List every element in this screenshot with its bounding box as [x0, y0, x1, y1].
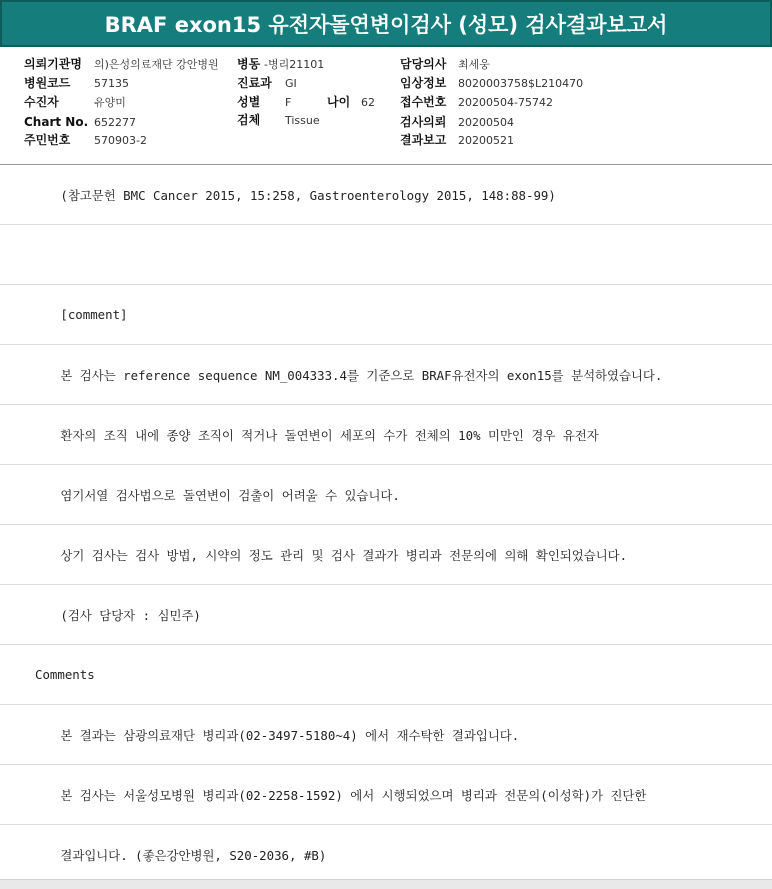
info-label: 담당의사 — [400, 57, 447, 71]
info-row-physician — [400, 55, 700, 74]
info-row-sex-age — [237, 93, 387, 112]
report-body — [0, 165, 772, 883]
info-label: 진료과 — [237, 76, 272, 90]
info-value: 20200521 — [458, 134, 514, 147]
report-line — [0, 285, 772, 345]
report-line-text: 본 검사는 서울성모병원 병리과(02-2258-1592) 에서 시행되었으며 병리과 전문의(이성학)가 진단한 — [38, 787, 647, 803]
report-line-text: 상기 검사는 검사 방법, 시약의 정도 관리 및 검사 결과가 병리과 전문의에 의해 확인되었습니다. — [38, 547, 628, 563]
info-label: 병동 — [237, 57, 261, 71]
info-label: 결과보고 — [400, 133, 447, 147]
report-line-text: 본 검사는 reference sequence NM_004333.4를 기준으로 BRAF유전자의 exon15를 분석하였습니다. — [38, 367, 663, 383]
report-title: BRAF exon15 유전자돌연변이검사 (성모) 검사결과보고서 — [104, 12, 668, 37]
bottom-scroll-strip — [0, 879, 772, 889]
info-label: 주민번호 — [24, 133, 71, 147]
info-value: 20200504-75742 — [458, 96, 553, 109]
info-label: 성별 — [237, 95, 261, 109]
info-value: 최세웅 — [458, 58, 490, 71]
report-line — [0, 465, 772, 525]
report-line-text: [comment] — [38, 307, 128, 322]
info-value: 의)은성의료재단 강안병원 — [94, 58, 219, 71]
report-line — [0, 765, 772, 825]
info-row-patient — [24, 93, 224, 112]
info-label: 접수번호 — [400, 95, 447, 109]
info-row-report-date — [400, 131, 700, 150]
report-line — [0, 705, 772, 765]
info-row-accession-no — [400, 93, 700, 112]
info-value: 57135 — [94, 77, 129, 90]
report-line-text: (검사 담당자 : 심민주) — [38, 607, 201, 623]
info-row-dept — [237, 74, 387, 93]
info-row-ward — [237, 55, 387, 74]
report-line-text: 환자의 조직 내에 종양 조직이 적거나 돌연변이 세포의 수가 전체의 10% 미만인 경우 유전자 — [38, 427, 599, 443]
info-value: 8020003758$L210470 — [458, 77, 584, 90]
report-line-text: (참고문헌 BMC Cancer 2015, 15:258, Gastroenterology 2015, 148:88-99) — [38, 187, 556, 203]
info-value: GI — [285, 77, 297, 90]
info-row-hospital-code — [24, 74, 224, 93]
info-row-resident-no — [24, 131, 224, 150]
info-value: -병리21101 — [264, 58, 325, 71]
info-value: Tissue — [285, 114, 320, 127]
info-label: Chart No. — [24, 115, 89, 129]
info-value: 652277 — [94, 116, 136, 129]
info-value: F — [285, 96, 292, 109]
info-label: 임상정보 — [400, 76, 447, 90]
info-row-request-date — [400, 113, 700, 132]
report-line — [0, 525, 772, 585]
report-line — [0, 225, 772, 285]
info-label: 수진자 — [24, 95, 59, 109]
report-title-bar — [0, 0, 772, 47]
info-label: 검사의뢰 — [400, 115, 447, 129]
info-label: 병원코드 — [24, 76, 71, 90]
report-line-text: Comments — [35, 667, 95, 682]
report-line-text: 결과입니다. (좋은강안병원, S20-2036, #B) — [38, 848, 327, 863]
info-value: 유양미 — [94, 96, 126, 109]
info-row-chart-no — [24, 113, 224, 132]
report-line — [0, 585, 772, 645]
info-row-specimen — [237, 111, 387, 130]
info-value: 570903-2 — [94, 134, 147, 147]
info-label: 검체 — [237, 113, 261, 127]
report-line-comments-heading — [0, 645, 772, 705]
report-line — [0, 825, 772, 885]
info-value: 62 — [361, 96, 375, 109]
report-line-text: 염기서열 검사법으로 돌연변이 검출이 어려울 수 있습니다. — [38, 487, 400, 503]
report-line — [0, 345, 772, 405]
info-label: 나이 — [327, 95, 351, 109]
info-value: 20200504 — [458, 116, 514, 129]
info-label: 의뢰기관명 — [24, 57, 82, 71]
report-line — [0, 165, 772, 225]
patient-info-panel — [0, 47, 772, 165]
report-line — [0, 405, 772, 465]
report-line-text: 본 결과는 삼광의료재단 병리과(02-3497-5180~4) 에서 재수탁한 결과입니다. — [38, 727, 520, 743]
info-row-clinical-info — [400, 74, 700, 93]
